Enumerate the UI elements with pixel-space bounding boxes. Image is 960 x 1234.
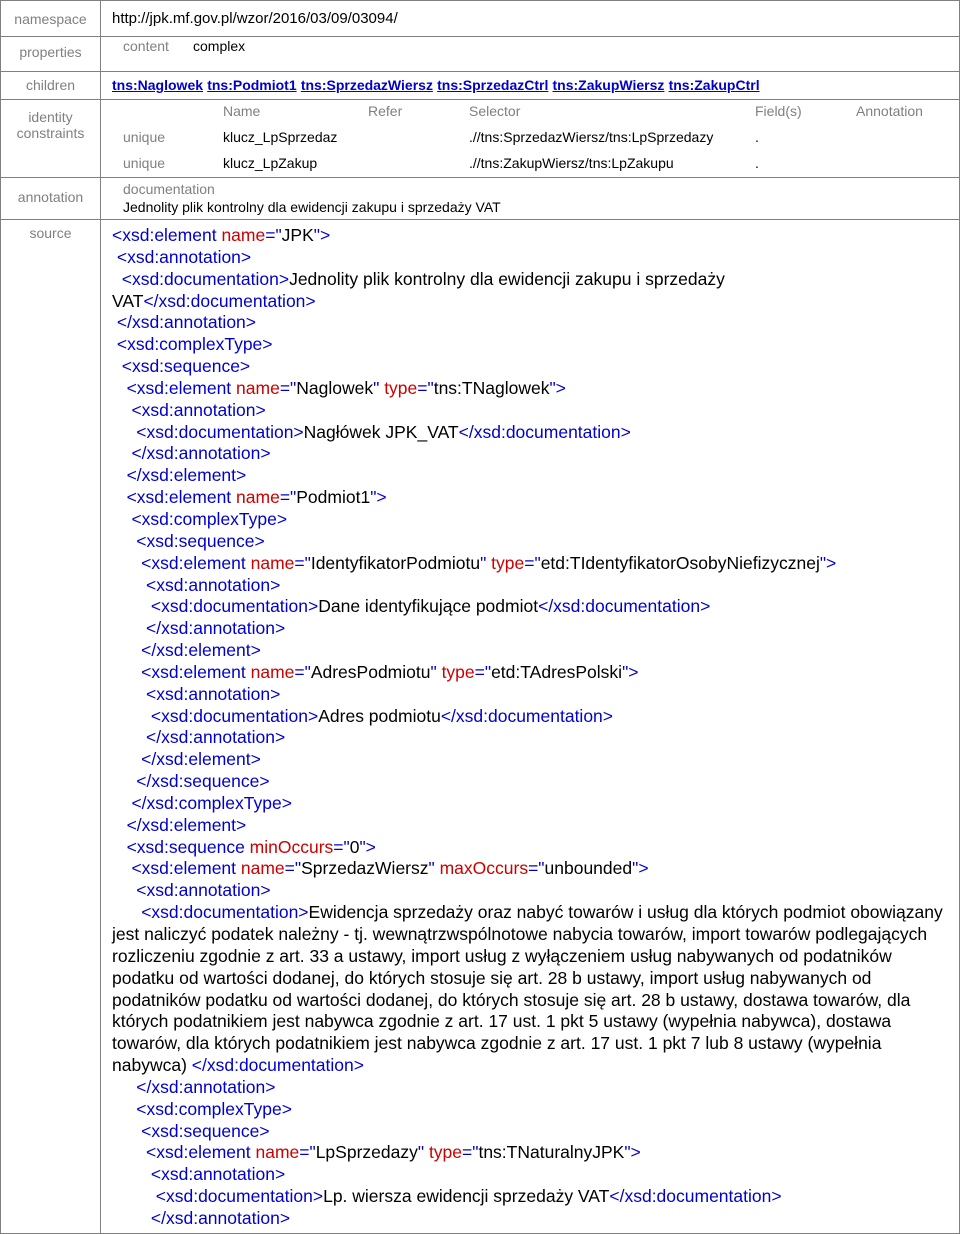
xml-tag-token: <xsd:sequence>	[112, 356, 251, 377]
child-link-naglowek[interactable]: tns:Naglowek	[112, 77, 204, 93]
source-line	[112, 618, 950, 640]
source-line	[112, 1164, 950, 1186]
source-line	[112, 902, 950, 1077]
xml-tag-token: <xsd:element	[112, 858, 241, 879]
constraint-name: klucz_LpZakup	[223, 155, 318, 171]
constraint-fields: .	[755, 129, 759, 145]
xml-tag-token: </xsd:annotation>	[112, 1076, 276, 1097]
children-links	[112, 77, 760, 94]
xml-tag-token: "	[428, 858, 440, 879]
xml-text-token: Dane identyfikujące podmiot	[318, 596, 539, 617]
xml-tag-token: <xsd:documentation>	[112, 902, 309, 923]
xml-attribute-token: name	[236, 377, 280, 398]
xml-tag-token: </xsd:documentation>	[458, 421, 631, 442]
xml-tag-token: <xsd:documentation>	[112, 421, 304, 442]
xml-text-token: SprzedazWiersz	[301, 858, 429, 879]
source-line	[112, 422, 950, 444]
xml-tag-token: ="	[279, 377, 297, 398]
property-key: content	[123, 38, 169, 54]
xml-attribute-token: name	[240, 858, 285, 879]
xml-text-token: Ewidencja sprzedaży oraz nabyć towarów i usług dla których podmiot obowiązany jest naliczyć podatek należny - tj. wewnątrzwspólnotowe nabycia towarów, import towarów podlegających rozliczeniu zgodnie z art. 33 a ustawy, import usług z wyłączeniem usług nabywanych od podatników podatku od wartości dodanej, do których stosuje się art. 28 b ustawy, import usług nabywanych od podatników podatku od wartości dodanej, do których stosuje się art. 28 b ustawy, dostawa towarów, dla których podatnikiem jest nabywca zgodnie z art. 17 ust. 1 pkt 5 ustawy (wypełnia nabywca), dostawa towarów, dla których podatnikiem jest nabywca zgodnie z art. 17 ust. 1 pkt 7 lub 8 ustawy (wypełnia nabywca)	[112, 902, 948, 1076]
namespace-value: http://jpk.mf.gov.pl/wzor/2016/03/09/03094/	[112, 10, 398, 27]
children-label: children	[1, 71, 101, 99]
constraint-selector: .//tns:SprzedazWiersz/tns:LpSprzedazy	[469, 129, 714, 145]
xml-text-token: Adres podmiotu	[318, 705, 441, 726]
source-line	[112, 334, 950, 356]
xml-tag-token: <xsd:element	[112, 377, 237, 398]
xml-tag-token: </xsd:element>	[112, 814, 247, 835]
xml-tag-token: </xsd:annotation>	[112, 727, 286, 748]
constraint-selector: .//tns:ZakupWiersz/tns:LpZakupu	[469, 155, 674, 171]
source-line	[112, 1121, 950, 1143]
xml-tag-token: ="	[524, 552, 541, 573]
xml-text-token: etd:TIdentyfikatorOsobyNiefizycznej	[540, 552, 820, 573]
source-line	[112, 815, 950, 837]
child-link-sprzedazwiersz[interactable]: tns:SprzedazWiersz	[300, 77, 433, 93]
xml-tag-token: <xsd:documentation>	[112, 1186, 324, 1207]
xml-tag-token: </xsd:complexType>	[112, 792, 292, 813]
xml-tag-token: <xsd:sequence>	[112, 1120, 270, 1141]
xml-text-token: tns:TNaturalnyJPK	[478, 1142, 625, 1163]
child-link-podmiot1[interactable]: tns:Podmiot1	[207, 77, 297, 93]
child-link-zakupwiersz[interactable]: tns:ZakupWiersz	[552, 77, 665, 93]
source-line	[112, 247, 950, 269]
xml-tag-token: <xsd:annotation>	[112, 399, 266, 420]
xml-tag-token: ">	[632, 858, 649, 879]
annotation-label: annotation	[1, 177, 101, 219]
xml-tag-token: ="	[294, 661, 311, 682]
xml-text-token: LpSprzedazy	[315, 1142, 418, 1163]
source-code	[112, 225, 950, 1230]
source-line	[112, 487, 950, 509]
annotation-text: Jednolity plik kontrolny dla ewidencji zakupu i sprzedaży VAT	[123, 199, 501, 215]
xml-attribute-token: name	[236, 487, 280, 508]
xml-tag-token: "	[373, 377, 385, 398]
source-line	[112, 771, 950, 793]
xml-attribute-token: type	[428, 1142, 463, 1163]
xml-attribute-token: maxOccurs	[439, 858, 529, 879]
source-line	[112, 378, 950, 400]
xml-text-token: IdentyfikatorPodmiotu	[310, 552, 481, 573]
xml-tag-token: <xsd:complexType>	[112, 508, 288, 529]
source-line	[112, 684, 950, 706]
source-line	[112, 1077, 950, 1099]
source-line	[112, 662, 950, 684]
xml-tag-token: </xsd:annotation>	[112, 443, 271, 464]
xml-text-token: JPK	[281, 225, 314, 245]
xml-attribute-token: type	[491, 552, 525, 573]
source-line	[112, 640, 950, 662]
xml-tag-token: ="	[333, 836, 350, 857]
xml-tag-token: <xsd:documentation>	[112, 268, 290, 289]
source-line	[112, 443, 950, 465]
xml-attribute-token: name	[255, 1142, 300, 1163]
xml-tag-token: <xsd:element	[112, 552, 251, 573]
constraint-header-selector: Selector	[469, 103, 521, 119]
source-line	[112, 509, 950, 531]
xml-tag-token: ="	[284, 858, 302, 879]
constraint-type: unique	[123, 155, 166, 171]
xml-tag-token: </xsd:documentation>	[538, 596, 711, 617]
xml-tag-token: <xsd:annotation>	[112, 574, 281, 595]
xml-attribute-token: name	[250, 661, 295, 682]
xml-tag-token: <xsd:sequence>	[112, 530, 265, 551]
xml-tag-token: <xsd:element	[112, 1142, 256, 1163]
source-line	[112, 1208, 950, 1230]
source-line	[112, 269, 950, 291]
xml-text-token: etd:TAdresPolski	[491, 661, 623, 682]
xml-tag-token: ="	[279, 487, 297, 508]
xml-tag-token: <xsd:complexType>	[112, 334, 273, 355]
xml-tag-token: ="	[299, 1142, 316, 1163]
xml-tag-token: ="	[417, 377, 434, 398]
xml-tag-token: ="	[265, 225, 282, 245]
source-line	[112, 465, 950, 487]
child-link-sprzedazctrl[interactable]: tns:SprzedazCtrl	[437, 77, 549, 93]
source-line	[112, 553, 950, 575]
xml-attribute-token: minOccurs	[249, 836, 334, 857]
constraint-type: unique	[123, 129, 166, 145]
xml-tag-token: <xsd:documentation>	[112, 705, 319, 726]
xml-tag-token: ">	[359, 836, 376, 857]
constraint-header-annotation: Annotation	[856, 103, 923, 119]
xml-tag-token: <xsd:complexType>	[112, 1098, 292, 1119]
xml-tag-token: <xsd:annotation>	[112, 246, 252, 267]
xml-text-token: Jednolity plik kontrolny dla ewidencji zakupu i sprzedaży	[289, 268, 725, 289]
properties-label: properties	[1, 36, 101, 71]
xml-tag-token: <xsd:documentation>	[112, 596, 319, 617]
source-line	[112, 727, 950, 749]
xml-tag-token: <xsd:element	[112, 487, 237, 508]
xml-tag-token: ">	[313, 225, 331, 245]
xml-tag-token: <xsd:annotation>	[112, 683, 281, 704]
namespace-row	[1, 1, 959, 37]
xml-tag-token: ="	[294, 552, 311, 573]
source-line	[112, 858, 950, 880]
source-line	[112, 1186, 950, 1208]
xml-tag-token: </xsd:element>	[112, 749, 261, 770]
xml-tag-token: ">	[370, 487, 387, 508]
source-line	[112, 400, 950, 422]
source-line	[112, 793, 950, 815]
xml-tag-token: "	[430, 661, 442, 682]
source-line	[112, 225, 950, 247]
xml-tag-token: ="	[462, 1142, 479, 1163]
source-line	[112, 1099, 950, 1121]
xml-text-token: AdresPodmiotu	[310, 661, 431, 682]
xml-tag-token: </xsd:documentation>	[609, 1186, 782, 1207]
source-line	[112, 356, 950, 378]
xml-tag-token: </xsd:annotation>	[112, 1207, 291, 1228]
source-label: source	[1, 219, 101, 1233]
annotation-row	[1, 177, 959, 220]
properties-row	[1, 36, 959, 72]
xml-tag-token: </xsd:documentation>	[143, 290, 316, 311]
xml-attribute-token: type	[441, 661, 475, 682]
namespace-label: namespace	[1, 1, 101, 36]
source-line	[112, 596, 950, 618]
source-line	[112, 575, 950, 597]
xml-tag-token: "	[417, 1142, 429, 1163]
xml-text-token: tns:TNaglowek	[433, 377, 550, 398]
source-line	[112, 837, 950, 859]
xml-text-token: Podmiot1	[296, 487, 371, 508]
xml-tag-token: </xsd:element>	[112, 465, 247, 486]
xml-text-token: unbounded	[544, 858, 633, 879]
xml-tag-token: </xsd:annotation>	[112, 312, 256, 333]
constraint-header-name: Name	[223, 103, 261, 119]
annotation-heading: documentation	[123, 181, 215, 197]
xml-tag-token: ">	[819, 552, 837, 573]
source-line	[112, 312, 950, 334]
xml-text-token: Lp. wiersza ewidencji sprzedaży VAT	[323, 1186, 610, 1207]
source-line	[112, 880, 950, 902]
xml-tag-token: <xsd:element	[112, 661, 251, 682]
source-line	[112, 706, 950, 728]
source-line	[112, 291, 950, 313]
xml-attribute-token: name	[250, 552, 295, 573]
children-row	[1, 71, 959, 100]
xml-tag-token: </xsd:annotation>	[112, 618, 286, 639]
xml-text-token: Naglowek	[296, 377, 374, 398]
xml-tag-token: <xsd:sequence	[112, 836, 250, 857]
source-line	[112, 1142, 950, 1164]
xml-tag-token: ">	[624, 1142, 641, 1163]
xml-tag-token: </xsd:sequence>	[112, 771, 270, 792]
xml-text-token: VAT	[112, 290, 144, 311]
identity-constraints-row	[1, 99, 959, 178]
xml-text-token: 0	[349, 836, 360, 857]
xml-tag-token: ="	[528, 858, 545, 879]
xml-tag-token: </xsd:element>	[112, 640, 261, 661]
xml-tag-token: ">	[549, 377, 566, 398]
identity-constraints-label: identity constraints	[1, 99, 101, 177]
xml-tag-token: </xsd:documentation>	[440, 705, 614, 726]
xml-tag-token: <xsd:element	[112, 225, 222, 245]
child-link-zakupctrl[interactable]: tns:ZakupCtrl	[668, 77, 760, 93]
xml-tag-token: "	[480, 552, 492, 573]
source-line	[112, 531, 950, 553]
xml-tag-token: ="	[474, 661, 492, 682]
xml-tag-token: ">	[622, 661, 639, 682]
xml-attribute-token: type	[384, 377, 418, 398]
xml-attribute-token: name	[221, 225, 266, 245]
constraint-header-refer: Refer	[368, 103, 403, 119]
xml-tag-token: <xsd:annotation>	[112, 1164, 286, 1185]
source-line	[112, 749, 950, 771]
xml-text-token: Nagłówek JPK_VAT	[303, 421, 459, 442]
property-value: complex	[193, 38, 246, 54]
xml-tag-token: <xsd:annotation>	[112, 880, 271, 901]
constraint-header-fields: Field(s)	[755, 103, 802, 119]
constraint-name: klucz_LpSprzedaz	[223, 129, 338, 145]
constraint-fields: .	[755, 155, 759, 171]
xml-tag-token: </xsd:documentation>	[191, 1055, 364, 1076]
